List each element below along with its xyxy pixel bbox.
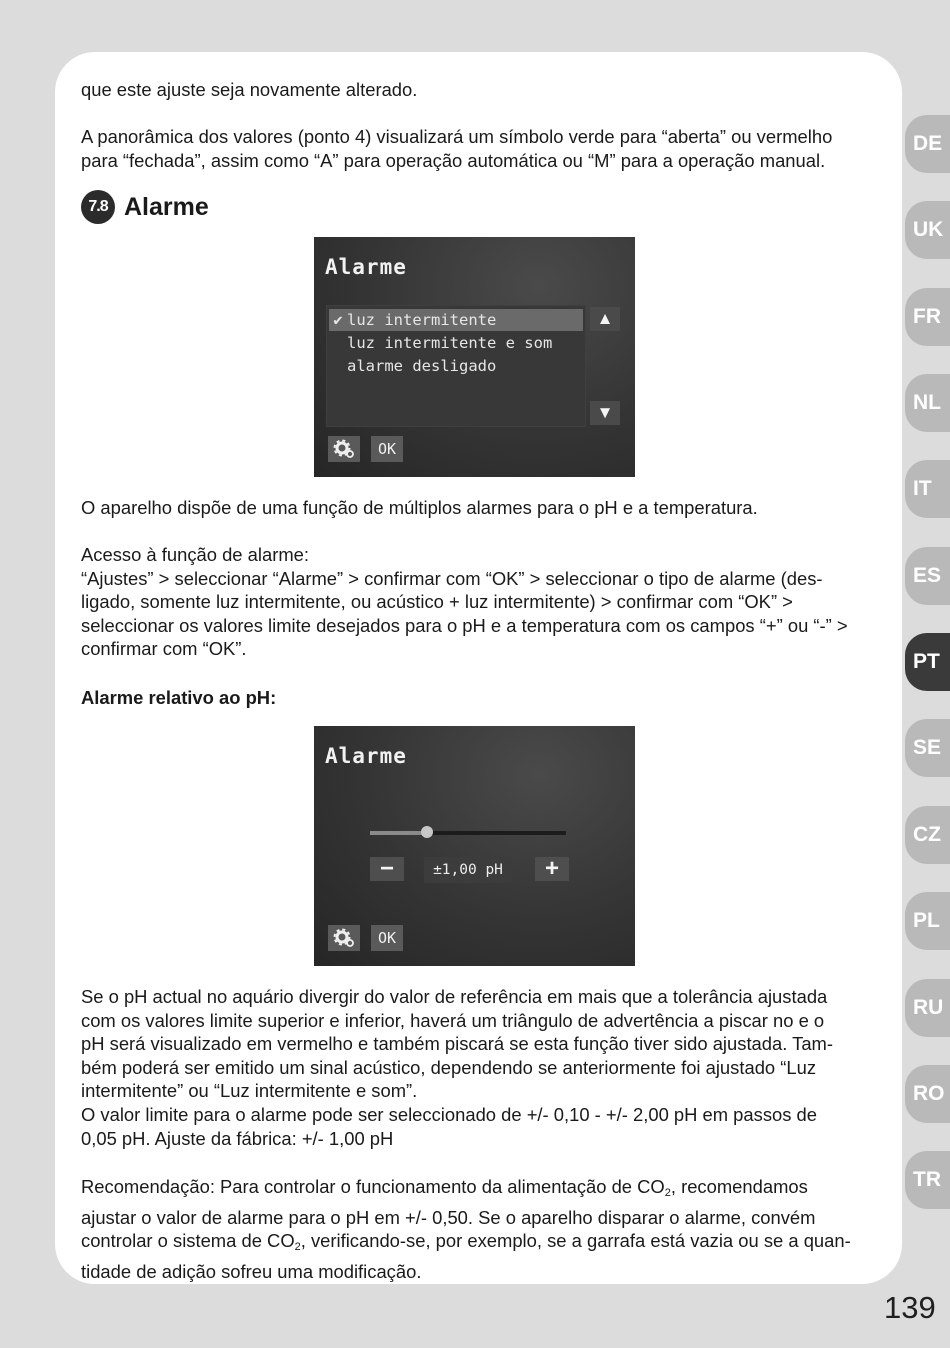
text-line: bém poderá ser emitido um sinal acústico, dependendo se anteriormente foi ajustado “Luz <box>81 1056 817 1078</box>
lang-tab-pl[interactable]: PL <box>905 892 950 950</box>
text-line: confirmar com “OK”. <box>81 638 247 660</box>
section-heading <box>81 190 209 224</box>
lang-tab-ru[interactable]: RU <box>905 979 950 1037</box>
alarm-type-screen <box>314 237 635 477</box>
text-line: Acesso à função de alarme: <box>81 544 309 565</box>
tolerance-slider[interactable] <box>370 831 566 835</box>
slider-fill <box>370 831 427 835</box>
text-line: tidade de adição sofreu uma modificação. <box>81 1260 422 1282</box>
settings-button[interactable] <box>328 925 360 951</box>
text-line: A panorâmica dos valores (ponto 4) visualizará um símbolo verde para “aberta” ou vermelho <box>81 126 833 147</box>
alarm-option-off[interactable] <box>329 355 583 377</box>
plus-button[interactable]: + <box>535 857 569 881</box>
text-line: seleccionar os valores limite desejados para o pH e a temperatura com os campos “+” ou “-” > <box>81 614 848 636</box>
option-label: luz intermitente e som <box>347 334 553 352</box>
text-line: ajustar o valor de alarme para o pH em +/- 0,50. Se o aparelho disparar o alarme, convém <box>81 1206 816 1228</box>
minus-button[interactable]: − <box>370 857 404 881</box>
gear-icon <box>333 928 355 948</box>
scroll-up-button[interactable]: ▲ <box>590 307 620 331</box>
ok-button[interactable]: OK <box>371 436 403 462</box>
text-line: pH será visualizado em vermelho e também piscará se esta função tiver sido ajustada. Tam- <box>81 1033 833 1055</box>
checkmark-icon: ✔ <box>333 311 343 329</box>
screen-title: Alarme <box>325 255 407 279</box>
page-number: 139 <box>884 1290 936 1325</box>
lang-tab-es[interactable]: ES <box>905 547 950 605</box>
lang-tab-it[interactable]: IT <box>905 460 950 518</box>
lang-tab-se[interactable]: SE <box>905 719 950 777</box>
section-title: Alarme <box>124 192 209 221</box>
lang-tab-tr[interactable]: TR <box>905 1151 950 1209</box>
paragraph-recommendation <box>81 1175 871 1283</box>
lang-tab-ro[interactable]: RO <box>905 1065 950 1123</box>
text-line: para “fechada”, assim como “A” para operação automática ou “M” para a operação manual. <box>81 149 826 171</box>
lang-tab-pt[interactable]: PT <box>905 633 950 691</box>
screen-title: Alarme <box>325 744 407 768</box>
paragraph-intro <box>81 496 871 520</box>
option-label: luz intermitente <box>347 311 497 329</box>
paragraph-ph-behaviour <box>81 985 871 1150</box>
alarm-option-flash[interactable] <box>329 309 583 331</box>
text-line: controlar o sistema de $CO_2$, verificando-se, por exemplo, se a garrafa está vazia ou se a quan- <box>81 1230 851 1254</box>
text-line: “Ajustes” > seleccionar “Alarme” > confirmar com “OK” > seleccionar o tipo de alarme (des- <box>81 567 823 589</box>
option-label: alarme desligado <box>347 357 497 375</box>
paragraph-overview <box>81 125 871 172</box>
text-line: 0,05 pH. Ajuste da fábrica: +/- 1,00 pH <box>81 1127 394 1149</box>
lang-tab-cz[interactable]: CZ <box>905 806 950 864</box>
text-line: que este ajuste seja novamente alterado. <box>81 79 418 100</box>
text-line: O valor limite para o alarme pode ser seleccionado de +/- 0,10 - +/- 2,00 pH em passos de <box>81 1103 818 1125</box>
text-line: Se o pH actual no aquário divergir do valor de referência em mais que a tolerância ajustada <box>81 986 828 1007</box>
settings-button[interactable] <box>328 436 360 462</box>
paragraph-access <box>81 543 871 661</box>
text-line: ligado, somente luz intermitente, ou acústico + luz intermitente) > confirmar com “OK” > <box>81 591 793 613</box>
text-line: O aparelho dispõe de uma função de múltiplos alarmes para o pH e a temperatura. <box>81 497 758 518</box>
slider-thumb[interactable] <box>421 826 433 838</box>
paragraph-continuation <box>81 78 871 102</box>
ph-alarm-screen <box>314 726 635 966</box>
section-number-badge: 7.8 <box>81 190 115 224</box>
scroll-down-button[interactable]: ▼ <box>590 401 620 425</box>
tolerance-value: ±1,00 pH <box>424 857 512 883</box>
alarm-option-flash-sound[interactable] <box>329 332 583 354</box>
lang-tab-fr[interactable]: FR <box>905 288 950 346</box>
subheading-text: Alarme relativo ao pH: <box>81 687 277 708</box>
text-line: com os valores limite superior e inferior, haverá um triângulo de advertência a piscar no e o <box>81 1009 825 1031</box>
lang-tab-de[interactable]: DE <box>905 115 950 173</box>
alarm-options-list <box>326 305 586 427</box>
subheading-ph-alarm <box>81 686 871 710</box>
text-line: Recomendação: Para controlar o funcionamento da alimentação de $CO_2$, recomendamos <box>81 1176 808 1199</box>
ok-button[interactable]: OK <box>371 925 403 951</box>
text-line: intermitente” ou “Luz intermitente e som”. <box>81 1080 418 1102</box>
lang-tab-uk[interactable]: UK <box>905 201 950 259</box>
gear-icon <box>333 439 355 459</box>
lang-tab-nl[interactable]: NL <box>905 374 950 432</box>
